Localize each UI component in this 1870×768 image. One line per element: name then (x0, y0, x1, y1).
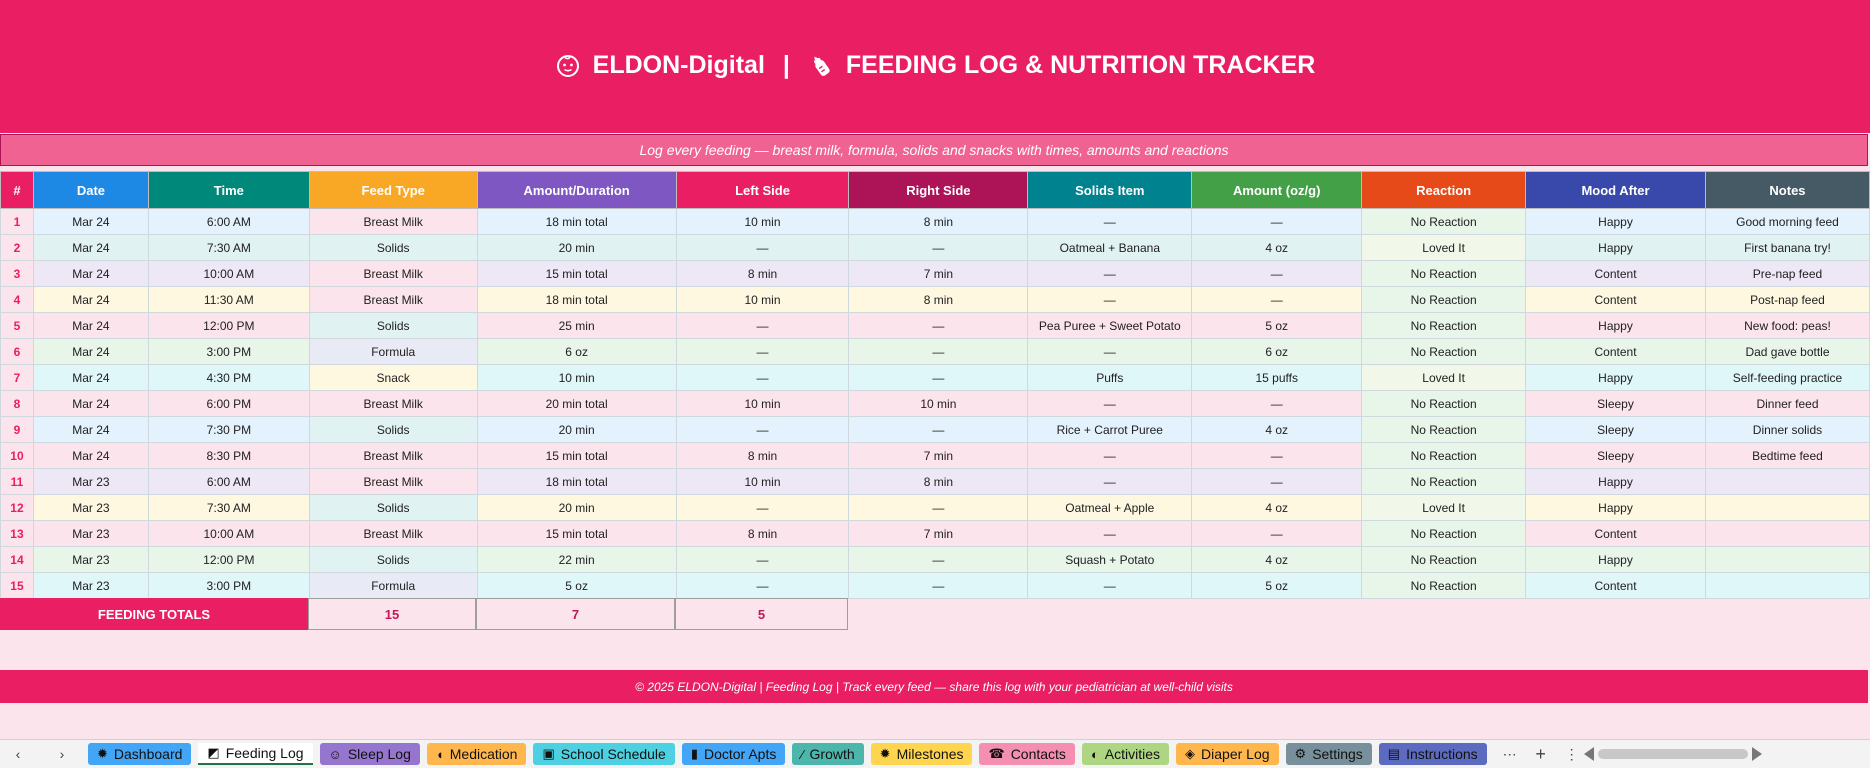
table-cell[interactable]: Mar 24 (33, 313, 148, 339)
table-cell[interactable]: No Reaction (1362, 287, 1526, 313)
table-cell[interactable]: 15 min total (477, 443, 676, 469)
table-cell[interactable]: No Reaction (1362, 391, 1526, 417)
book-icon: ▤ (1387, 746, 1401, 761)
sheet-tab-label: Instructions (1406, 746, 1478, 762)
sheet-tab-milestones[interactable] (871, 743, 973, 765)
table-row (1, 573, 1870, 599)
sheet-tab-label: Growth (809, 746, 855, 762)
table-cell[interactable]: 7 min (849, 443, 1028, 469)
table-row (1, 261, 1870, 287)
star-icon: ✹ (879, 746, 891, 761)
sheet-tab-sleep-log[interactable] (320, 743, 420, 765)
table-cell[interactable]: 10:00 AM (148, 261, 309, 287)
table-cell[interactable]: 8 min (849, 287, 1028, 313)
sheet-tab-medication[interactable] (427, 743, 527, 765)
row-index-cell[interactable]: 2 (1, 235, 34, 261)
feeding-log-table (0, 171, 1870, 599)
baby-bottle-icon (808, 53, 834, 79)
table-cell[interactable]: 8 min (676, 521, 849, 547)
table-cell[interactable]: 7:30 AM (148, 495, 309, 521)
table-cell[interactable]: Formula (309, 573, 477, 599)
phone-icon: ☎ (988, 746, 1005, 761)
row-index-cell[interactable]: 7 (1, 365, 34, 391)
table-cell[interactable]: Mar 24 (33, 443, 148, 469)
sleep-face-icon: ☺ (328, 746, 342, 762)
table-cell[interactable]: — (849, 313, 1028, 339)
table-cell[interactable]: Content (1526, 573, 1706, 599)
table-cell[interactable]: 11:30 AM (148, 287, 309, 313)
table-cell[interactable]: 6:00 AM (148, 469, 309, 495)
table-row (1, 313, 1870, 339)
sheet-tab-activities[interactable] (1082, 743, 1169, 765)
table-cell[interactable]: Mar 24 (33, 365, 148, 391)
sheet-tab-label: Diaper Log (1201, 746, 1270, 762)
column-header-solids-item[interactable]: Solids Item (1028, 172, 1192, 209)
column-header-mood-after[interactable]: Mood After (1526, 172, 1706, 209)
sheet-tab-label: Contacts (1010, 746, 1066, 762)
table-cell[interactable]: Mar 24 (33, 417, 148, 443)
table-cell[interactable]: — (849, 235, 1028, 261)
table-cell[interactable]: — (1028, 391, 1192, 417)
column-header-time[interactable]: Time (148, 172, 309, 209)
table-cell[interactable]: 7 min (849, 521, 1028, 547)
column-header-date[interactable]: Date (33, 172, 148, 209)
table-cell[interactable]: 5 oz (1192, 313, 1362, 339)
table-cell[interactable]: — (1192, 287, 1362, 313)
table-cell[interactable]: — (1028, 261, 1192, 287)
table-cell[interactable]: 8 min (849, 209, 1028, 235)
table-cell[interactable]: No Reaction (1362, 573, 1526, 599)
column-header-feed-type[interactable]: Feed Type (309, 172, 477, 209)
row-index-cell[interactable]: 4 (1, 287, 34, 313)
scroll-right-arrow-icon[interactable]: › (59, 746, 65, 762)
row-index-cell[interactable]: 9 (1, 417, 34, 443)
column-header-amount-oz-g[interactable]: Amount (oz/g) (1192, 172, 1362, 209)
table-cell[interactable]: 8:30 PM (148, 443, 309, 469)
table-cell[interactable]: Solids (309, 495, 477, 521)
table-cell[interactable]: — (1192, 443, 1362, 469)
row-index-cell[interactable]: 8 (1, 391, 34, 417)
table-cell[interactable]: Mar 23 (33, 521, 148, 547)
table-cell[interactable] (1705, 469, 1869, 495)
row-index-cell[interactable]: 15 (1, 573, 34, 599)
table-cell[interactable]: 3:00 PM (148, 339, 309, 365)
table-cell[interactable]: Breast Milk (309, 443, 477, 469)
table-cell[interactable]: Breast Milk (309, 209, 477, 235)
table-cell[interactable]: 4 oz (1192, 235, 1362, 261)
table-cell[interactable]: No Reaction (1362, 443, 1526, 469)
table-row (1, 339, 1870, 365)
table-cell[interactable]: No Reaction (1362, 521, 1526, 547)
table-cell[interactable]: Bedtime feed (1705, 443, 1869, 469)
table-header-row (1, 172, 1870, 209)
table-cell[interactable]: — (1192, 209, 1362, 235)
table-row (1, 417, 1870, 443)
table-cell[interactable]: — (849, 339, 1028, 365)
table-cell[interactable]: — (1028, 469, 1192, 495)
table-cell[interactable]: — (676, 495, 849, 521)
table-cell[interactable]: 10 min (676, 287, 849, 313)
header-banner (0, 0, 1870, 133)
bandage-icon: ◈ (1185, 746, 1196, 761)
table-cell[interactable]: — (676, 417, 849, 443)
table-cell[interactable]: 18 min total (477, 469, 676, 495)
table-cell[interactable]: Happy (1526, 313, 1706, 339)
table-cell[interactable]: — (1028, 443, 1192, 469)
sheet-tabs (88, 743, 1494, 765)
horizontal-scrollbar[interactable] (1598, 749, 1748, 759)
table-cell[interactable]: Mar 24 (33, 339, 148, 365)
row-index-cell[interactable]: 3 (1, 261, 34, 287)
table-cell[interactable]: 8 min (676, 261, 849, 287)
totals-feed-type-count[interactable]: 15 (308, 598, 476, 630)
table-cell[interactable]: Happy (1526, 469, 1706, 495)
table-cell[interactable]: Happy (1526, 209, 1706, 235)
table-cell[interactable]: Formula (309, 339, 477, 365)
table-cell[interactable]: Rice + Carrot Puree (1028, 417, 1192, 443)
page-title: FEEDING LOG & NUTRITION TRACKER (845, 51, 1316, 79)
table-cell[interactable]: No Reaction (1362, 209, 1526, 235)
sun-icon: ✹ (97, 746, 108, 761)
table-cell[interactable]: 8 min (676, 443, 849, 469)
ruler-icon: ∕ (801, 746, 804, 762)
table-cell[interactable]: — (1028, 287, 1192, 313)
table-cell[interactable]: 5 oz (477, 573, 676, 599)
table-cell[interactable]: Breast Milk (309, 261, 477, 287)
sheet-tab-label: Milestones (896, 746, 964, 762)
sheet-tab-contacts[interactable] (979, 743, 1074, 765)
table-cell[interactable]: Breast Milk (309, 287, 477, 313)
table-cell[interactable]: Sleepy (1526, 391, 1706, 417)
table-cell[interactable]: 10 min (676, 469, 849, 495)
table-cell[interactable]: — (676, 365, 849, 391)
sheet-tab-label: Doctor Apts (703, 746, 777, 762)
totals-left-side-count[interactable]: 5 (675, 598, 848, 630)
table-body (1, 209, 1870, 599)
row-index-cell[interactable]: 1 (1, 209, 34, 235)
sheet-tab-bar (0, 739, 1870, 768)
table-cell[interactable]: 15 min total (477, 261, 676, 287)
table-cell[interactable]: Content (1526, 287, 1706, 313)
table-cell[interactable]: — (1028, 209, 1192, 235)
table-cell[interactable]: 15 min total (477, 521, 676, 547)
table-cell[interactable]: 4 oz (1192, 547, 1362, 573)
pill-icon: ◖ (435, 746, 444, 762)
table-cell[interactable]: Mar 24 (33, 287, 148, 313)
sheet-tab-label: Activities (1104, 746, 1161, 762)
school-bus-icon: ▣ (542, 746, 555, 761)
table-cell[interactable]: 20 min (477, 417, 676, 443)
feeding-totals-row (0, 598, 848, 630)
table-cell[interactable]: Good morning feed (1705, 209, 1869, 235)
gear-icon: ⚙ (1294, 746, 1307, 761)
table-cell[interactable]: 3:00 PM (148, 573, 309, 599)
footer-note: © 2025 ELDON-Digital | Feeding Log | Track every feed — share this log with your pediatrician at well-child visits (0, 670, 1868, 703)
table-cell[interactable]: No Reaction (1362, 339, 1526, 365)
sheet-tab-instructions[interactable] (1379, 743, 1487, 765)
table-cell[interactable]: First banana try! (1705, 235, 1869, 261)
table-cell[interactable]: No Reaction (1362, 313, 1526, 339)
table-cell[interactable]: 20 min (477, 495, 676, 521)
table-cell[interactable]: 20 min (477, 235, 676, 261)
table-cell[interactable]: — (676, 339, 849, 365)
row-index-cell[interactable]: 11 (1, 469, 34, 495)
table-cell[interactable]: 6 oz (1192, 339, 1362, 365)
table-cell[interactable]: Content (1526, 521, 1706, 547)
table-cell[interactable]: 7:30 PM (148, 417, 309, 443)
table-cell[interactable]: 10 min (676, 209, 849, 235)
sheet-tab-settings[interactable] (1286, 743, 1372, 765)
table-cell[interactable]: — (676, 547, 849, 573)
brand-name: ELDON-Digital (592, 51, 765, 79)
table-cell[interactable]: 10 min (676, 391, 849, 417)
table-cell[interactable]: Content (1526, 261, 1706, 287)
baby-face-icon (555, 53, 581, 79)
table-cell[interactable]: Oatmeal + Apple (1028, 495, 1192, 521)
table-cell[interactable]: New food: peas! (1705, 313, 1869, 339)
table-cell[interactable]: No Reaction (1362, 261, 1526, 287)
table-cell[interactable]: 12:00 PM (148, 313, 309, 339)
table-cell[interactable]: — (676, 313, 849, 339)
column-header-right-side[interactable]: Right Side (849, 172, 1028, 209)
table-cell[interactable]: — (849, 365, 1028, 391)
table-cell[interactable]: 10:00 AM (148, 521, 309, 547)
table-row (1, 547, 1870, 573)
table-cell[interactable]: Mar 24 (33, 235, 148, 261)
table-cell[interactable]: No Reaction (1362, 417, 1526, 443)
table-cell[interactable]: Loved It (1362, 365, 1526, 391)
table-cell[interactable]: Sleepy (1526, 417, 1706, 443)
sheet-tab-label: Dashboard (113, 746, 183, 762)
table-row (1, 469, 1870, 495)
table-cell[interactable]: 20 min total (477, 391, 676, 417)
scroll-left-arrow-icon[interactable]: ‹ (15, 746, 21, 762)
table-cell[interactable]: Squash + Potato (1028, 547, 1192, 573)
table-cell[interactable]: — (849, 547, 1028, 573)
table-cell[interactable]: Puffs (1028, 365, 1192, 391)
table-cell[interactable]: 4:30 PM (148, 365, 309, 391)
column-header-index[interactable]: # (1, 172, 34, 209)
table-cell[interactable]: Self-feeding practice (1705, 365, 1869, 391)
table-cell[interactable]: — (1192, 391, 1362, 417)
table-cell[interactable]: Mar 24 (33, 209, 148, 235)
column-header-amount-duration[interactable]: Amount/Duration (477, 172, 676, 209)
table-cell[interactable]: — (849, 417, 1028, 443)
totals-amount-count[interactable]: 7 (476, 598, 675, 630)
table-cell[interactable]: Dinner feed (1705, 391, 1869, 417)
table-cell[interactable]: Mar 24 (33, 261, 148, 287)
sheet-tab-label: Settings (1312, 746, 1363, 762)
table-row (1, 495, 1870, 521)
sheet-tab-school-schedule[interactable] (533, 743, 674, 765)
table-cell[interactable]: — (1192, 469, 1362, 495)
table-cell[interactable]: 15 puffs (1192, 365, 1362, 391)
table-cell[interactable]: Happy (1526, 547, 1706, 573)
table-cell[interactable]: Mar 23 (33, 547, 148, 573)
table-cell[interactable]: 18 min total (477, 209, 676, 235)
table-cell[interactable]: Mar 23 (33, 573, 148, 599)
table-cell[interactable]: 6:00 PM (148, 391, 309, 417)
table-cell[interactable]: 25 min (477, 313, 676, 339)
table-cell[interactable]: — (676, 573, 849, 599)
table-cell[interactable]: Dinner solids (1705, 417, 1869, 443)
table-cell[interactable]: Solids (309, 547, 477, 573)
options-menu-icon[interactable]: ⋮ (1564, 745, 1579, 762)
add-sheet-icon[interactable]: + (1535, 743, 1546, 764)
row-index-cell[interactable]: 12 (1, 495, 34, 521)
table-cell[interactable] (1705, 547, 1869, 573)
table-cell[interactable] (1705, 495, 1869, 521)
table-cell[interactable]: Happy (1526, 235, 1706, 261)
table-cell[interactable]: Loved It (1362, 495, 1526, 521)
table-cell[interactable]: 5 oz (1192, 573, 1362, 599)
table-row (1, 235, 1870, 261)
baby-bottle-icon: ◩ (207, 745, 220, 760)
sheet-tab-label: Medication (449, 746, 518, 762)
table-cell[interactable]: Breast Milk (309, 521, 477, 547)
table-cell[interactable]: — (1028, 339, 1192, 365)
table-cell[interactable]: Dad gave bottle (1705, 339, 1869, 365)
totals-label[interactable]: FEEDING TOTALS (0, 598, 308, 630)
table-cell[interactable]: 18 min total (477, 287, 676, 313)
sheet-tab-doctor-apts[interactable] (682, 743, 786, 765)
table-cell[interactable] (1705, 521, 1869, 547)
table-cell[interactable]: Mar 24 (33, 391, 148, 417)
more-sheets-icon[interactable]: ⋯ (1502, 745, 1517, 762)
table-cell[interactable]: 12:00 PM (148, 547, 309, 573)
table-cell[interactable]: — (676, 235, 849, 261)
table-cell[interactable]: Happy (1526, 495, 1706, 521)
table-cell[interactable]: No Reaction (1362, 547, 1526, 573)
table-cell[interactable]: Breast Milk (309, 391, 477, 417)
sheet-tab-label: School Schedule (560, 746, 666, 762)
header-title-row (555, 51, 1316, 80)
table-cell[interactable]: 6 oz (477, 339, 676, 365)
table-cell[interactable]: No Reaction (1362, 469, 1526, 495)
table-cell[interactable]: 4 oz (1192, 417, 1362, 443)
table-row (1, 521, 1870, 547)
palette-icon: ◐ (1090, 746, 1099, 762)
row-index-cell[interactable]: 5 (1, 313, 34, 339)
table-cell[interactable]: 10 min (849, 391, 1028, 417)
table-cell[interactable]: Breast Milk (309, 469, 477, 495)
row-index-cell[interactable]: 13 (1, 521, 34, 547)
table-row (1, 391, 1870, 417)
sheet-tab-dashboard[interactable] (88, 743, 191, 765)
table-cell[interactable]: Snack (309, 365, 477, 391)
table-cell[interactable]: Pea Puree + Sweet Potato (1028, 313, 1192, 339)
table-cell[interactable]: Content (1526, 339, 1706, 365)
table-cell[interactable] (1705, 573, 1869, 599)
table-row (1, 443, 1870, 469)
table-cell[interactable]: Mar 23 (33, 469, 148, 495)
table-cell[interactable]: 6:00 AM (148, 209, 309, 235)
column-header-reaction[interactable]: Reaction (1362, 172, 1526, 209)
table-cell[interactable]: 7:30 AM (148, 235, 309, 261)
clipboard-icon: ▮ (690, 746, 698, 761)
table-cell[interactable]: 10 min (477, 365, 676, 391)
table-cell[interactable]: Solids (309, 313, 477, 339)
table-cell[interactable]: Loved It (1362, 235, 1526, 261)
row-index-cell[interactable]: 14 (1, 547, 34, 573)
table-cell[interactable]: — (1192, 521, 1362, 547)
table-cell[interactable]: Oatmeal + Banana (1028, 235, 1192, 261)
column-header-notes[interactable]: Notes (1705, 172, 1869, 209)
title-separator: | (782, 51, 790, 79)
row-index-cell[interactable]: 6 (1, 339, 34, 365)
subtitle-bar: Log every feeding — breast milk, formula, solids and snacks with times, amounts and reactions (0, 134, 1868, 166)
table-cell[interactable]: 7 min (849, 261, 1028, 287)
table-cell[interactable]: 4 oz (1192, 495, 1362, 521)
table-cell[interactable]: — (1028, 521, 1192, 547)
column-header-left-side[interactable]: Left Side (676, 172, 849, 209)
row-index-cell[interactable]: 10 (1, 443, 34, 469)
table-cell[interactable]: — (849, 495, 1028, 521)
table-row (1, 209, 1870, 235)
table-cell[interactable]: Solids (309, 417, 477, 443)
sheet-tab-label: Sleep Log (347, 746, 411, 762)
table-cell[interactable]: Sleepy (1526, 443, 1706, 469)
sheet-tab-label: Feeding Log (225, 745, 304, 761)
table-cell[interactable]: — (849, 573, 1028, 599)
table-cell[interactable]: Pre-nap feed (1705, 261, 1869, 287)
table-row (1, 287, 1870, 313)
sheet-tab-feeding-log[interactable] (198, 743, 312, 765)
sheet-tab-growth[interactable] (792, 743, 863, 765)
table-cell[interactable]: Post-nap feed (1705, 287, 1869, 313)
table-cell[interactable]: Mar 23 (33, 495, 148, 521)
sheet-tab-diaper-log[interactable] (1176, 743, 1279, 765)
table-row (1, 365, 1870, 391)
table-cell[interactable]: Solids (309, 235, 477, 261)
table-cell[interactable]: — (1028, 573, 1192, 599)
table-cell[interactable]: Happy (1526, 365, 1706, 391)
table-cell[interactable]: 8 min (849, 469, 1028, 495)
table-cell[interactable]: — (1192, 261, 1362, 287)
table-cell[interactable]: 22 min (477, 547, 676, 573)
